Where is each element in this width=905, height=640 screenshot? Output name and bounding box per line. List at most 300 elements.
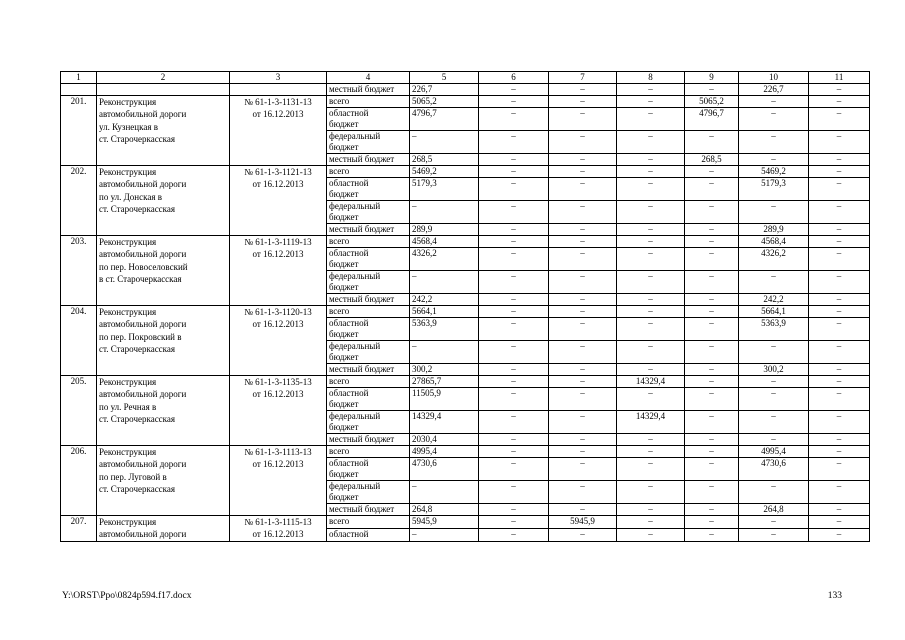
value-cell: – <box>685 318 739 341</box>
value-cell: – <box>549 201 617 224</box>
project-name-line: Реконструкция <box>99 307 157 317</box>
value-cell: 5065,2 <box>410 96 479 108</box>
page-number: 133 <box>827 591 842 601</box>
project-name-line: автомобильной дороги <box>99 249 187 260</box>
value-cell: – <box>617 481 685 504</box>
value-cell: 5065,2 <box>685 96 739 108</box>
value-cell: – <box>617 108 685 131</box>
document-number-line: от 16.12.2013 <box>252 389 304 400</box>
value-cell: – <box>479 434 549 446</box>
value-cell: – <box>809 434 870 446</box>
value-cell: – <box>809 201 870 224</box>
value-cell: – <box>809 271 870 294</box>
budget-label-line: всего <box>329 376 350 386</box>
budget-label-cell <box>327 306 410 318</box>
value-cell: 226,7 <box>410 84 479 96</box>
value-cell: – <box>479 388 549 411</box>
value-cell: – <box>617 236 685 248</box>
budget-label-cell <box>327 458 410 481</box>
value-cell: – <box>479 504 549 516</box>
value-cell: 4730,6 <box>739 458 809 481</box>
value-cell: – <box>809 84 870 96</box>
value-cell: – <box>479 131 549 154</box>
value-cell: 27865,7 <box>410 376 479 388</box>
value-cell: – <box>549 528 617 541</box>
value-cell: – <box>410 271 479 294</box>
budget-label-cell <box>327 294 410 306</box>
value-cell: – <box>685 376 739 388</box>
budget-label-cell <box>327 318 410 341</box>
value-cell: – <box>739 108 809 131</box>
value-cell: – <box>479 294 549 306</box>
value-cell: – <box>617 318 685 341</box>
value-cell: – <box>617 306 685 318</box>
value-cell: – <box>479 96 549 108</box>
document-number-line: № 61-1-3-1121-13 <box>244 167 312 177</box>
budget-label-cell <box>327 528 410 541</box>
header-cell: 8 <box>617 72 685 84</box>
value-cell: – <box>685 411 739 434</box>
budget-label-cell <box>327 434 410 446</box>
value-cell: – <box>739 411 809 434</box>
value-cell: – <box>617 388 685 411</box>
value-cell: – <box>617 154 685 166</box>
project-name-line: ст. Старочеркасская <box>99 413 176 424</box>
entry-number-cell: 201. <box>61 96 97 166</box>
value-cell: – <box>479 446 549 458</box>
budget-label-line: областной <box>329 458 369 468</box>
budget-label-line: областной <box>329 388 369 398</box>
value-cell: – <box>685 458 739 481</box>
value-cell: – <box>549 96 617 108</box>
value-cell: – <box>739 388 809 411</box>
budget-label-cell: местный бюджет <box>327 84 410 96</box>
value-cell: – <box>549 294 617 306</box>
project-name-line: ст. Старочеркасская <box>99 483 176 494</box>
project-name-cell <box>97 376 230 446</box>
value-cell: – <box>617 364 685 376</box>
value-cell: – <box>549 108 617 131</box>
budget-label-line: бюджет <box>329 282 359 292</box>
value-cell: 4796,7 <box>685 108 739 131</box>
value-cell: 4326,2 <box>410 248 479 271</box>
project-name-cell <box>97 166 230 236</box>
value-cell: – <box>809 481 870 504</box>
budget-label-line: всего <box>329 166 350 176</box>
value-cell: – <box>549 446 617 458</box>
value-cell: 300,2 <box>410 364 479 376</box>
value-cell: – <box>617 341 685 364</box>
value-cell: – <box>739 376 809 388</box>
value-cell: 242,2 <box>410 294 479 306</box>
document-number-cell <box>230 236 327 306</box>
project-name-line: Реконструкция <box>99 237 157 247</box>
value-cell: – <box>549 318 617 341</box>
budget-label-line: бюджет <box>329 422 359 432</box>
value-cell: – <box>809 108 870 131</box>
budget-label-cell <box>327 504 410 516</box>
value-cell: – <box>617 271 685 294</box>
value-cell: – <box>685 516 739 529</box>
project-name-line: по пер. Луговой в <box>99 471 167 482</box>
budget-label-line: местный бюджет <box>329 504 395 514</box>
project-name-line: по пер. Покровский в <box>99 331 182 342</box>
value-cell: – <box>617 248 685 271</box>
value-cell: – <box>685 84 739 96</box>
value-cell: – <box>685 504 739 516</box>
budget-label-line: областной <box>329 248 369 258</box>
value-cell: – <box>479 108 549 131</box>
value-cell: – <box>809 96 870 108</box>
budget-label-cell <box>327 224 410 236</box>
header-cell: 2 <box>97 72 230 84</box>
budget-label-line: всего <box>329 516 350 526</box>
header-cell: 3 <box>230 72 327 84</box>
value-cell: – <box>410 201 479 224</box>
header-cell: 1 <box>61 72 97 84</box>
budget-table <box>60 71 870 542</box>
value-cell: – <box>685 236 739 248</box>
budget-label-line: бюджет <box>329 259 359 269</box>
budget-label-cell <box>327 154 410 166</box>
budget-label-cell <box>327 341 410 364</box>
value-cell: 268,5 <box>685 154 739 166</box>
budget-label-line: местный бюджет <box>329 364 395 374</box>
value-cell: – <box>809 178 870 201</box>
value-cell: – <box>685 224 739 236</box>
budget-label-cell <box>327 166 410 178</box>
value-cell: 268,5 <box>410 154 479 166</box>
value-cell: – <box>739 481 809 504</box>
value-cell: – <box>479 341 549 364</box>
value-cell: – <box>809 458 870 481</box>
value-cell: – <box>549 84 617 96</box>
budget-label-line: федеральный <box>329 131 381 141</box>
budget-label-cell <box>327 376 410 388</box>
project-name-cell <box>97 446 230 516</box>
budget-label-cell <box>327 364 410 376</box>
value-cell: 264,8 <box>739 504 809 516</box>
value-cell: – <box>479 528 549 541</box>
project-name-line: ст. Старочеркасская <box>99 133 176 144</box>
value-cell: 5469,2 <box>410 166 479 178</box>
table-row <box>61 376 870 388</box>
value-cell: – <box>809 528 870 541</box>
project-name-line: автомобильной дороги <box>99 179 187 190</box>
budget-label-line: местный бюджет <box>329 154 395 164</box>
value-cell: – <box>479 306 549 318</box>
budget-label-line: бюджет <box>329 469 359 479</box>
budget-label-line: федеральный <box>329 271 381 281</box>
budget-label-cell <box>327 201 410 224</box>
value-cell: 5363,9 <box>739 318 809 341</box>
value-cell: – <box>479 376 549 388</box>
value-cell: – <box>549 271 617 294</box>
table-row <box>61 446 870 458</box>
value-cell: 4995,4 <box>739 446 809 458</box>
value-cell: – <box>617 434 685 446</box>
value-cell: – <box>549 178 617 201</box>
value-cell: 14329,4 <box>410 411 479 434</box>
document-number-line: от 16.12.2013 <box>252 109 304 120</box>
table-row <box>61 96 870 108</box>
budget-label-line: федеральный <box>329 201 381 211</box>
value-cell: – <box>549 236 617 248</box>
value-cell: – <box>549 224 617 236</box>
value-cell: – <box>809 516 870 529</box>
entry-number-cell: 205. <box>61 376 97 446</box>
document-number-line: № 61-1-3-1131-13 <box>244 97 312 107</box>
value-cell: – <box>549 458 617 481</box>
value-cell: – <box>685 341 739 364</box>
value-cell: – <box>410 481 479 504</box>
value-cell: – <box>809 411 870 434</box>
budget-label-line: областной <box>329 528 369 539</box>
budget-label-cell <box>327 131 410 154</box>
value-cell: 5945,9 <box>549 516 617 529</box>
document-number-cell <box>230 446 327 516</box>
document-number-line: от 16.12.2013 <box>252 249 304 260</box>
project-name-line: ст. Старочеркасская <box>99 203 176 214</box>
value-cell: – <box>809 224 870 236</box>
project-name-line: в ст. Старочеркасская <box>99 273 182 284</box>
header-row <box>61 72 870 84</box>
budget-label-line: бюджет <box>329 329 359 339</box>
value-cell: 4730,6 <box>410 458 479 481</box>
value-cell: – <box>685 131 739 154</box>
value-cell: – <box>479 166 549 178</box>
header-cell: 4 <box>327 72 410 84</box>
document-number-cell <box>230 166 327 236</box>
value-cell: – <box>617 96 685 108</box>
value-cell: – <box>685 271 739 294</box>
budget-label-cell <box>327 388 410 411</box>
value-cell: 14329,4 <box>617 411 685 434</box>
project-name-line: автомобильной дороги <box>99 459 187 470</box>
value-cell: – <box>549 248 617 271</box>
document-number-cell <box>230 516 327 542</box>
budget-label-cell <box>327 481 410 504</box>
value-cell: 5179,3 <box>410 178 479 201</box>
value-cell: 4568,4 <box>739 236 809 248</box>
value-cell: – <box>479 481 549 504</box>
table-row <box>61 306 870 318</box>
value-cell: – <box>739 201 809 224</box>
table-row <box>61 236 870 248</box>
value-cell: – <box>739 434 809 446</box>
budget-label-line: местный бюджет <box>329 294 395 304</box>
budget-label-line: бюджет <box>329 399 359 409</box>
document-number-cell <box>230 96 327 166</box>
value-cell: – <box>617 201 685 224</box>
value-cell: – <box>809 364 870 376</box>
carry-over-row <box>61 84 870 96</box>
budget-label-cell <box>327 411 410 434</box>
budget-label-line: областной <box>329 178 369 188</box>
value-cell: – <box>617 166 685 178</box>
value-cell: – <box>479 516 549 529</box>
value-cell: – <box>549 481 617 504</box>
budget-label-line: всего <box>329 446 350 456</box>
value-cell: – <box>479 364 549 376</box>
document-path: Y:\ORST\Ppo\0824p594.f17.docx <box>62 591 192 601</box>
budget-label-cell <box>327 446 410 458</box>
value-cell: – <box>617 84 685 96</box>
project-name-line: Реконструкция <box>99 167 157 177</box>
budget-label-line: бюджет <box>329 142 359 152</box>
project-name-line: Реконструкция <box>99 377 157 387</box>
header-cell: 11 <box>809 72 870 84</box>
budget-label-line: федеральный <box>329 481 381 491</box>
value-cell: 5664,1 <box>739 306 809 318</box>
value-cell: – <box>549 154 617 166</box>
table-row <box>61 516 870 529</box>
document-number-line: № 61-1-3-1115-13 <box>244 517 312 527</box>
value-cell: – <box>617 458 685 481</box>
value-cell: – <box>685 364 739 376</box>
value-cell: – <box>410 341 479 364</box>
value-cell: – <box>809 154 870 166</box>
value-cell: – <box>617 224 685 236</box>
value-cell: – <box>549 131 617 154</box>
value-cell: – <box>809 504 870 516</box>
value-cell: 4568,4 <box>410 236 479 248</box>
budget-label-cell <box>327 271 410 294</box>
budget-label-line: федеральный <box>329 341 381 351</box>
value-cell: – <box>479 318 549 341</box>
value-cell: 264,8 <box>410 504 479 516</box>
value-cell: – <box>739 96 809 108</box>
value-cell: – <box>739 271 809 294</box>
value-cell: – <box>479 84 549 96</box>
budget-label-line: всего <box>329 96 350 106</box>
value-cell: 300,2 <box>739 364 809 376</box>
value-cell: 4796,7 <box>410 108 479 131</box>
entry-number-cell: 203. <box>61 236 97 306</box>
project-name-cell <box>97 306 230 376</box>
value-cell: 289,9 <box>410 224 479 236</box>
header-cell: 7 <box>549 72 617 84</box>
budget-label-cell <box>327 108 410 131</box>
document-number-line: от 16.12.2013 <box>252 459 304 470</box>
value-cell: – <box>549 376 617 388</box>
value-cell: – <box>739 154 809 166</box>
value-cell: – <box>685 248 739 271</box>
value-cell: – <box>685 306 739 318</box>
document-number-line: № 61-1-3-1120-13 <box>244 307 312 317</box>
entry-number-cell: 207. <box>61 516 97 542</box>
value-cell: – <box>617 178 685 201</box>
value-cell: – <box>617 446 685 458</box>
budget-label-line: федеральный <box>329 411 381 421</box>
value-cell: 5664,1 <box>410 306 479 318</box>
entry-number-cell: 204. <box>61 306 97 376</box>
value-cell: – <box>809 248 870 271</box>
budget-label-line: бюджет <box>329 352 359 362</box>
value-cell: 242,2 <box>739 294 809 306</box>
value-cell: – <box>809 376 870 388</box>
entry-number-cell: 202. <box>61 166 97 236</box>
value-cell: – <box>479 458 549 481</box>
budget-label-cell <box>327 236 410 248</box>
value-cell: 4326,2 <box>739 248 809 271</box>
project-name-cell <box>97 236 230 306</box>
value-cell: 5363,9 <box>410 318 479 341</box>
value-cell: – <box>617 294 685 306</box>
empty-cell <box>61 84 97 96</box>
value-cell: – <box>809 388 870 411</box>
budget-label-line: бюджет <box>329 189 359 199</box>
empty-cell <box>230 84 327 96</box>
value-cell: – <box>685 446 739 458</box>
value-cell: – <box>739 516 809 529</box>
value-cell: – <box>617 528 685 541</box>
project-name-line: автомобильной дороги <box>99 319 187 330</box>
header-cell: 9 <box>685 72 739 84</box>
value-cell: 5469,2 <box>739 166 809 178</box>
budget-label-line: областной <box>329 318 369 328</box>
value-cell: – <box>549 388 617 411</box>
value-cell: 5945,9 <box>410 516 479 529</box>
value-cell: – <box>685 481 739 504</box>
value-cell: – <box>617 504 685 516</box>
value-cell: – <box>685 528 739 541</box>
document-number-cell <box>230 306 327 376</box>
value-cell: – <box>479 201 549 224</box>
value-cell: – <box>685 178 739 201</box>
value-cell: – <box>809 446 870 458</box>
value-cell: – <box>739 131 809 154</box>
project-name-line: ул. Кузнецкая в <box>99 121 158 132</box>
budget-label-line: бюджет <box>329 212 359 222</box>
project-name-line: Реконструкция <box>99 447 157 457</box>
value-cell: – <box>685 388 739 411</box>
value-cell: 5179,3 <box>739 178 809 201</box>
value-cell: 11505,9 <box>410 388 479 411</box>
value-cell: – <box>685 434 739 446</box>
value-cell: – <box>809 306 870 318</box>
project-name-line: по ул. Донская в <box>99 191 162 202</box>
value-cell: – <box>809 166 870 178</box>
value-cell: – <box>549 341 617 364</box>
project-name-line: Реконструкция <box>99 97 157 107</box>
budget-label-cell <box>327 178 410 201</box>
table-row <box>61 166 870 178</box>
value-cell: – <box>410 131 479 154</box>
value-cell: – <box>549 434 617 446</box>
empty-cell <box>97 84 230 96</box>
project-name-line: Реконструкция <box>99 517 157 527</box>
value-cell: – <box>549 411 617 434</box>
value-cell: 4995,4 <box>410 446 479 458</box>
budget-label-line: бюджет <box>329 119 359 129</box>
document-number-cell <box>230 376 327 446</box>
value-cell: – <box>809 318 870 341</box>
document-number-line: от 16.12.2013 <box>252 319 304 330</box>
value-cell: – <box>739 341 809 364</box>
budget-label-line: областной <box>329 108 369 118</box>
value-cell: – <box>479 236 549 248</box>
budget-label-line: местный бюджет <box>329 224 395 234</box>
project-name-line: автомобильной дороги <box>99 389 187 400</box>
budget-label-line: всего <box>329 236 350 246</box>
value-cell: 226,7 <box>739 84 809 96</box>
value-cell: – <box>479 154 549 166</box>
value-cell: – <box>479 248 549 271</box>
value-cell: 14329,4 <box>617 376 685 388</box>
document-number-line: № 61-1-3-1119-13 <box>244 237 312 247</box>
budget-label-cell <box>327 516 410 529</box>
